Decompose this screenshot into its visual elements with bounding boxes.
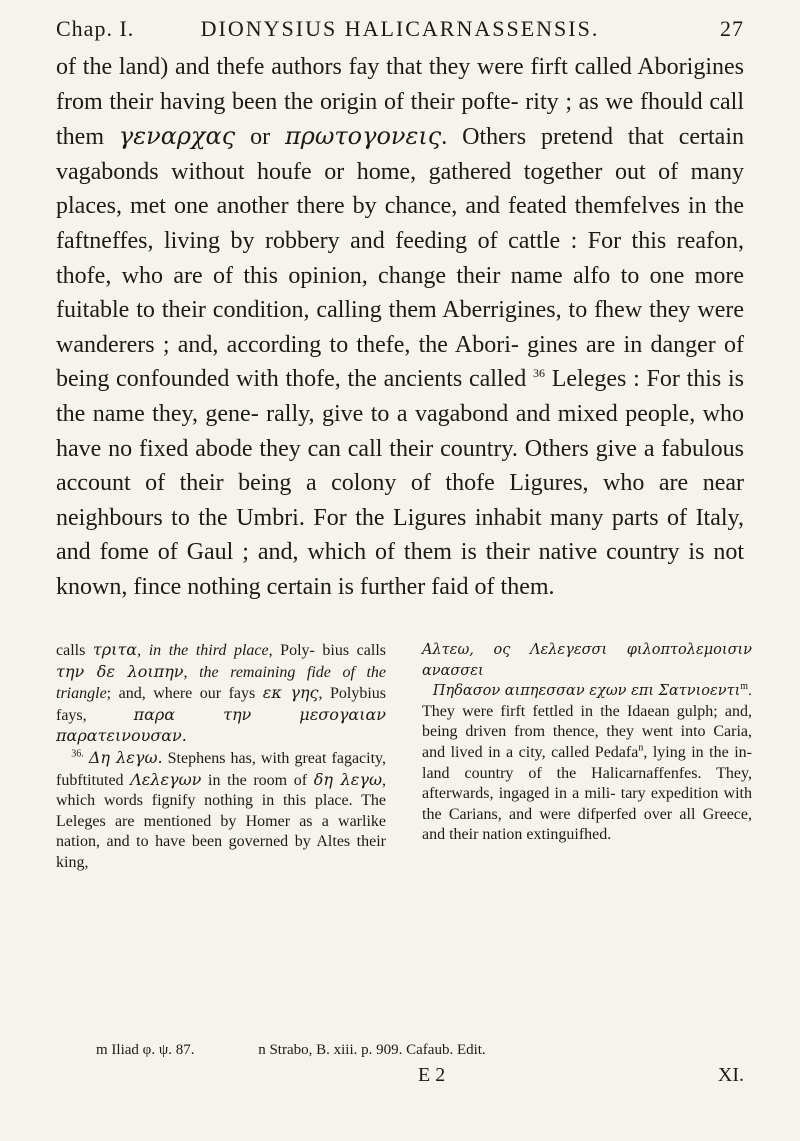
greek-term: πρωτογονεις	[284, 122, 442, 151]
note-continuation	[56, 640, 386, 748]
note-right-text	[422, 702, 752, 846]
text-run: calls	[56, 642, 93, 659]
catchword: XI.	[717, 1064, 744, 1086]
greek-term: εκ γης	[262, 683, 319, 703]
greek-term: τριτα	[92, 640, 138, 659]
text-run: of the land) and thefe authors fay that they were firft called Aborigines from their having been the origin of their pofte- rity ; as we fhould call them	[56, 54, 744, 151]
greek-term: Δη λεγω.	[88, 747, 163, 767]
page-footer	[0, 1064, 744, 1094]
greek-term: την δε λοιπην	[56, 661, 184, 681]
text-run: in the room of	[201, 771, 314, 789]
text-run: , lying in the in- land country of the Halicarnaffenfes. They, afterwards, ingaged in a mili- tary expedition with the Carians, and were difperfed over all Greece, and their nation extinguifhed.	[422, 743, 753, 844]
greek-term: παρα την μεσογαιαν παρατεινουσαν.	[56, 704, 386, 746]
text-run: . Others pretend that certain vagabonds without houfe or home, gathered together out of many places, met one another there by chance, and feated themfelves in the faftneffes, living by robbery and feeding of cattle : For this reafon, thofe, who are of this opinion, change their name alfo to one more fuitable to their condition, calling them Aberrigines, to fhew they were wanderers ; and, according to thefe, the Abori- gines are in danger of being confounded with thofe, the ancients called	[56, 124, 744, 393]
greek-term: Πηδασον αιπηεσσαν εχων επι Σατνιοεντι	[432, 683, 741, 700]
italic-run: in the third place	[148, 642, 269, 659]
text-run: They were firft fettled in the Idaean gulph; and, being driven from thence, they went into Caria, and lived in a city, called Pedafa	[422, 702, 752, 761]
note-reference: n	[638, 742, 644, 754]
text-run: ,	[137, 642, 149, 659]
greek-term: δη λεγω	[313, 769, 383, 789]
greek-term: Λελεγων	[130, 769, 202, 789]
text-run: , Polybius fays,	[56, 685, 387, 724]
homer-quote-line-2: Πηδασον αιπηεσσαν εχων επι Σατνιοεντι$^m$.	[432, 681, 752, 700]
chapter-label: Chap. I.	[56, 16, 135, 41]
page-number: 27	[720, 16, 744, 41]
note-reference: m	[740, 681, 749, 693]
note-reference: 36	[533, 366, 545, 381]
main-paragraph	[56, 50, 744, 605]
running-header	[56, 12, 744, 46]
note-36	[56, 748, 386, 874]
note-number: 36.	[71, 748, 84, 760]
footnote-n: n Strabo, B. xiii. p. 909. Cafaub. Edit.	[258, 1042, 486, 1058]
footnotes	[96, 1042, 744, 1059]
homer-quote-line-1: Αλτεω, ος Λελεγεσσι φιλοπτολεμοισιν ανασσει	[422, 642, 752, 679]
main-text	[56, 50, 744, 605]
notes-section	[56, 640, 753, 1040]
text-run: ,	[183, 663, 200, 681]
notes-left-column	[56, 640, 386, 874]
text-run: or	[235, 124, 285, 151]
italic-run: the remaining fide of the triangle	[56, 663, 387, 703]
text-run: ; and, where our fays	[106, 685, 263, 703]
notes-right-column	[422, 640, 752, 846]
text-run: , Poly- bius calls	[268, 642, 386, 659]
text-run: Stephens has, with great fagacity, fubftituted	[56, 749, 387, 789]
signature-mark: E 2	[418, 1064, 446, 1086]
greek-term: γεναρχας	[118, 122, 236, 151]
footnote-m: m Iliad φ. ψ. 87.	[96, 1042, 195, 1058]
text-run: Leleges : For this is the name they, gene- rally, give to a vagabond and mixed people, who have no fixed abode they can call their country. Others give a fabulous account of their being a colony of thofe Ligures, who are near neighbours to the Umbri. For the Ligures inhabit many parts of Italy, and fome of Gaul ; and, which of them is their native country is not known, fince nothing certain is further faid of them.	[56, 366, 744, 600]
text-run: , which words fignify nothing in this place. The Leleges are mentioned by Homer as a warlike nation, and to have been governed by Altes their king,	[56, 771, 387, 871]
running-title: DIONYSIUS HALICARNASSENSIS.	[200, 16, 600, 41]
